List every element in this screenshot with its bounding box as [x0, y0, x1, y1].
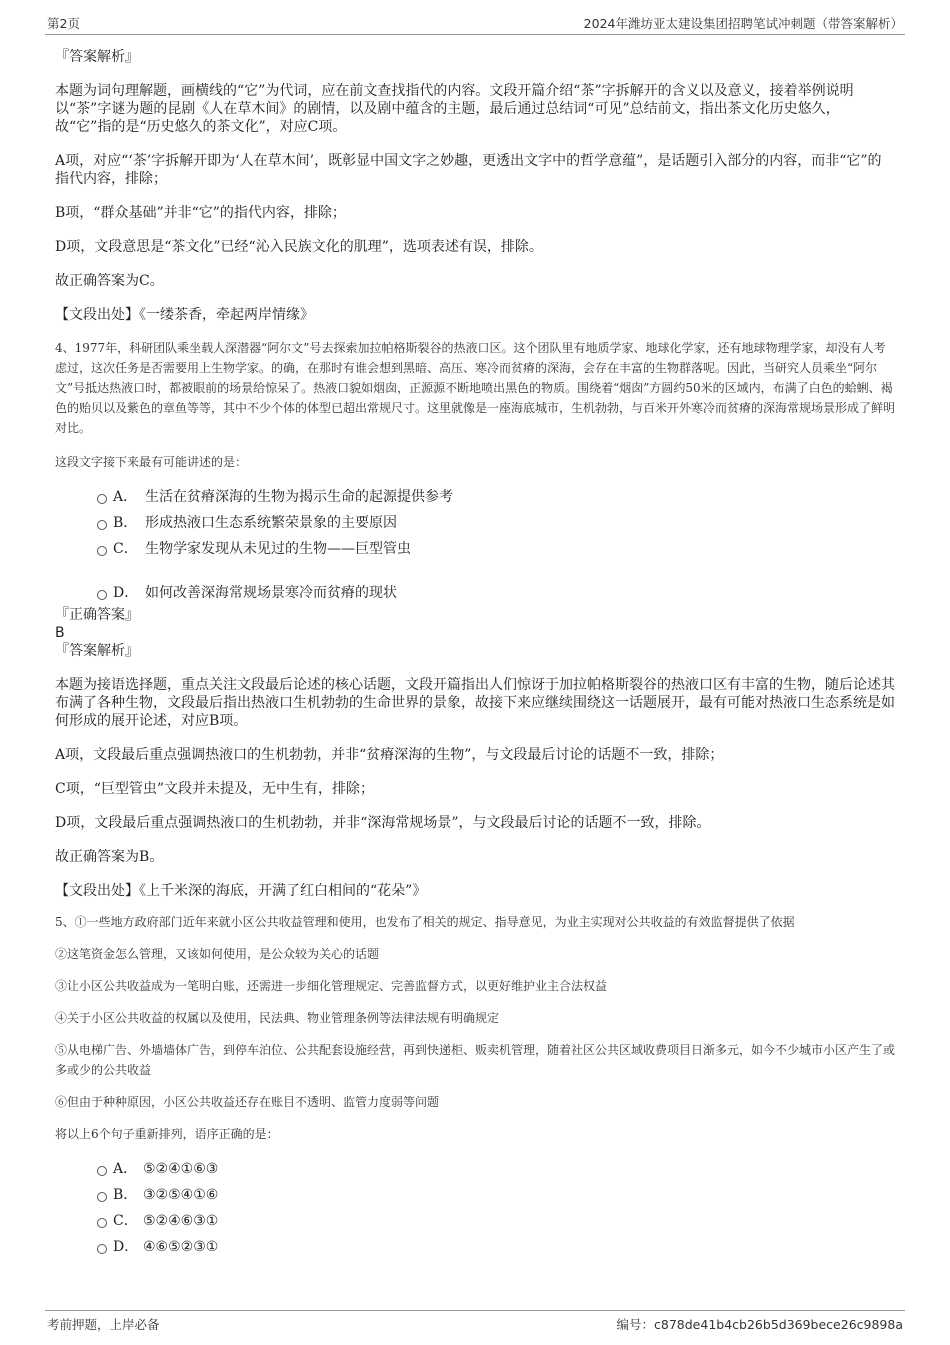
option-d[interactable]: [55, 584, 895, 606]
analysis-option-d: D项，文段最后重点强调热液口的生机勃勃，并非“深海常规场景”，与文段最后讨论的话题不一致，排除。: [55, 815, 711, 831]
option-b[interactable]: [55, 1186, 895, 1212]
analysis-text: 本题为词句理解题，画横线的“它”为代词，应在前文查找指代的内容。文段开篇介绍“茶”字拆解开的含义以及意义，接着举例说明以“茶”字谜为题的昆剧《人在草木间》的剧情，以及剧中蕴含的主题，最后通过总结词“可见”总结前文，指出茶文化历史悠久，故“它”指的是“历史悠久的茶文化”，对应C项。: [55, 83, 854, 135]
analysis-option-a: A项，文段最后重点强调热液口的生机勃勃，并非“贫瘠深海的生物”，与文段最后讨论的话题不一致，排除；: [55, 747, 724, 763]
option-letter: B．: [113, 1187, 138, 1203]
document-code: 编号：c878de41b4cb26b5d369bece26c9898a: [616, 1317, 903, 1332]
option-text: ④⑥⑤②③①: [143, 1239, 219, 1255]
option-text: 形成热液口生态系统繁荣景象的主要原因: [145, 515, 397, 531]
page-footer: [45, 1310, 905, 1333]
option-letter: D．: [113, 585, 139, 601]
option-text: 生活在贫瘠深海的生物为揭示生命的起源提供参考: [145, 489, 453, 505]
question-5-sentence-4: ④关于小区公共收益的权属以及使用，民法典、物业管理条例等法律法规有明确规定: [55, 1011, 500, 1025]
option-letter: C．: [113, 541, 138, 557]
conclusion: 故正确答案为C。: [55, 273, 164, 289]
question-5-options: [55, 1160, 895, 1264]
question-5-prompt: 将以上6个句子重新排列，语序正确的是：: [55, 1127, 279, 1141]
conclusion: 故正确答案为B。: [55, 849, 164, 865]
correct-answer-title: 『正确答案』: [55, 607, 139, 623]
page-content: [55, 46, 895, 1264]
correct-answer: B: [55, 625, 65, 641]
radio-button[interactable]: [97, 1166, 107, 1176]
option-letter: D．: [113, 1239, 139, 1255]
option-text: ③②⑤④①⑥: [143, 1187, 219, 1203]
question-5-sentence-2: ②这笔资金怎么管理，又该如何使用，是公众较为关心的话题: [55, 947, 380, 961]
question-5-sentence-5: ⑤从电梯广告、外墙墙体广告，到停车泊位、公共配套设施经营，再到快递柜、贩卖机管理，随着社区公共区域收费项目日渐多元，如今不少城市小区产生了或多或少的公共收益: [55, 1043, 896, 1077]
radio-button[interactable]: [97, 1192, 107, 1202]
question-5-sentence-6: ⑥但由于种种原因，小区公共收益还存在账目不透明、监管力度弱等问题: [55, 1095, 440, 1109]
option-b[interactable]: [55, 514, 895, 540]
analysis-option-d: D项，文段意思是“茶文化”已经“沁入民族文化的肌理”，选项表述有误，排除。: [55, 239, 543, 255]
radio-button[interactable]: [97, 520, 107, 530]
radio-button[interactable]: [97, 546, 107, 556]
option-text: ⑤②④⑥③①: [143, 1213, 219, 1229]
option-d[interactable]: [55, 1238, 895, 1264]
question-4-stem: 4、1977年，科研团队乘坐载人深潜器“阿尔文”号去探索加拉帕格斯裂谷的热液口区。这个团队里有地质学家、地球化学家，还有地球物理学家，却没有人考虑过，这次任务是否需要用上生物学家。的确，在那时有谁会想到黑暗、高压、寒冷而贫瘠的深海，会存在丰富的生物群落呢。因此，当研究人员乘坐“阿尔文”号抵达热液口时，都被眼前的场景给惊呆了。热液口貌如烟囱，正源源不断地喷出黑色的物质。围绕着“烟囱”方圆约50米的区域内，布满了白色的蛤蜊、褐色的贻贝以及紫色的章鱼等等，其中不少个体的体型已超出常规尺寸。这里就像是一座海底城市，生机勃勃，与百米开外寒冷而贫瘠的深海常规场景形成了鲜明对比。: [55, 341, 896, 435]
option-a[interactable]: [55, 488, 895, 514]
option-text: ⑤②④①⑥③: [143, 1161, 219, 1177]
question-4-options: [55, 488, 895, 606]
radio-button[interactable]: [97, 494, 107, 504]
footer-slogan: 考前押题，上岸必备: [47, 1317, 160, 1332]
option-c[interactable]: [55, 540, 895, 584]
question-5-sentence-1: 5、①一些地方政府部门近年来就小区公共收益管理和使用，也发布了相关的规定、指导意见，为业主实现对公共收益的有效监督提供了依据: [55, 915, 795, 929]
option-text: 生物学家发现从未见过的生物——巨型管虫: [145, 541, 411, 557]
radio-button[interactable]: [97, 1218, 107, 1228]
source: 【文段出处】《上千米深的海底，开满了红白相间的“花朵”》: [55, 883, 427, 899]
option-c[interactable]: [55, 1212, 895, 1238]
radio-button[interactable]: [97, 1244, 107, 1254]
analysis-option-c: C项，“巨型管虫”文段并未提及，无中生有，排除；: [55, 781, 375, 797]
analysis-title: 『答案解析』: [55, 49, 139, 65]
source: 【文段出处】《一缕茶香，牵起两岸情缘》: [55, 307, 314, 323]
option-letter: A．: [113, 1161, 138, 1177]
option-letter: B．: [113, 515, 138, 531]
analysis-option-b: B项，“群众基础”并非“它”的指代内容，排除；: [55, 205, 346, 221]
radio-button[interactable]: [97, 590, 107, 600]
analysis-option-a: A项，对应“‘茶’字拆解开即为‘人在草木间’，既彰显中国文字之妙趣，更透出文字中的哲学意蕴”，是话题引入部分的内容，而非“它”的指代内容，排除；: [55, 153, 882, 187]
question-5-sentence-3: ③让小区公共收益成为一笔明白账，还需进一步细化管理规定、完善监督方式，以更好维护业主合法权益: [55, 979, 608, 993]
option-letter: C．: [113, 1213, 138, 1229]
analysis-title: 『答案解析』: [55, 643, 139, 659]
option-a[interactable]: [55, 1160, 895, 1186]
option-text: 如何改善深海常规场景寒冷而贫瘠的现状: [145, 585, 397, 601]
page-header: [45, 12, 905, 35]
page-number: 第2页: [47, 16, 80, 31]
analysis-text: 本题为接语选择题，重点关注文段最后论述的核心话题，文段开篇指出人们惊讶于加拉帕格斯裂谷的热液口区有丰富的生物，随后论述其布满了各种生物，文段最后指出热液口生机勃勃的生命世界的景象，故接下来应继续围绕这一话题展开，最有可能对热液口生态系统是如何形成的展开论述，对应B项。: [55, 677, 895, 729]
document-title: 2024年潍坊亚太建设集团招聘笔试冲刺题（带答案解析）: [583, 16, 903, 31]
question-4-prompt: 这段文字接下来最有可能讲述的是：: [55, 455, 248, 469]
option-letter: A．: [113, 489, 138, 505]
